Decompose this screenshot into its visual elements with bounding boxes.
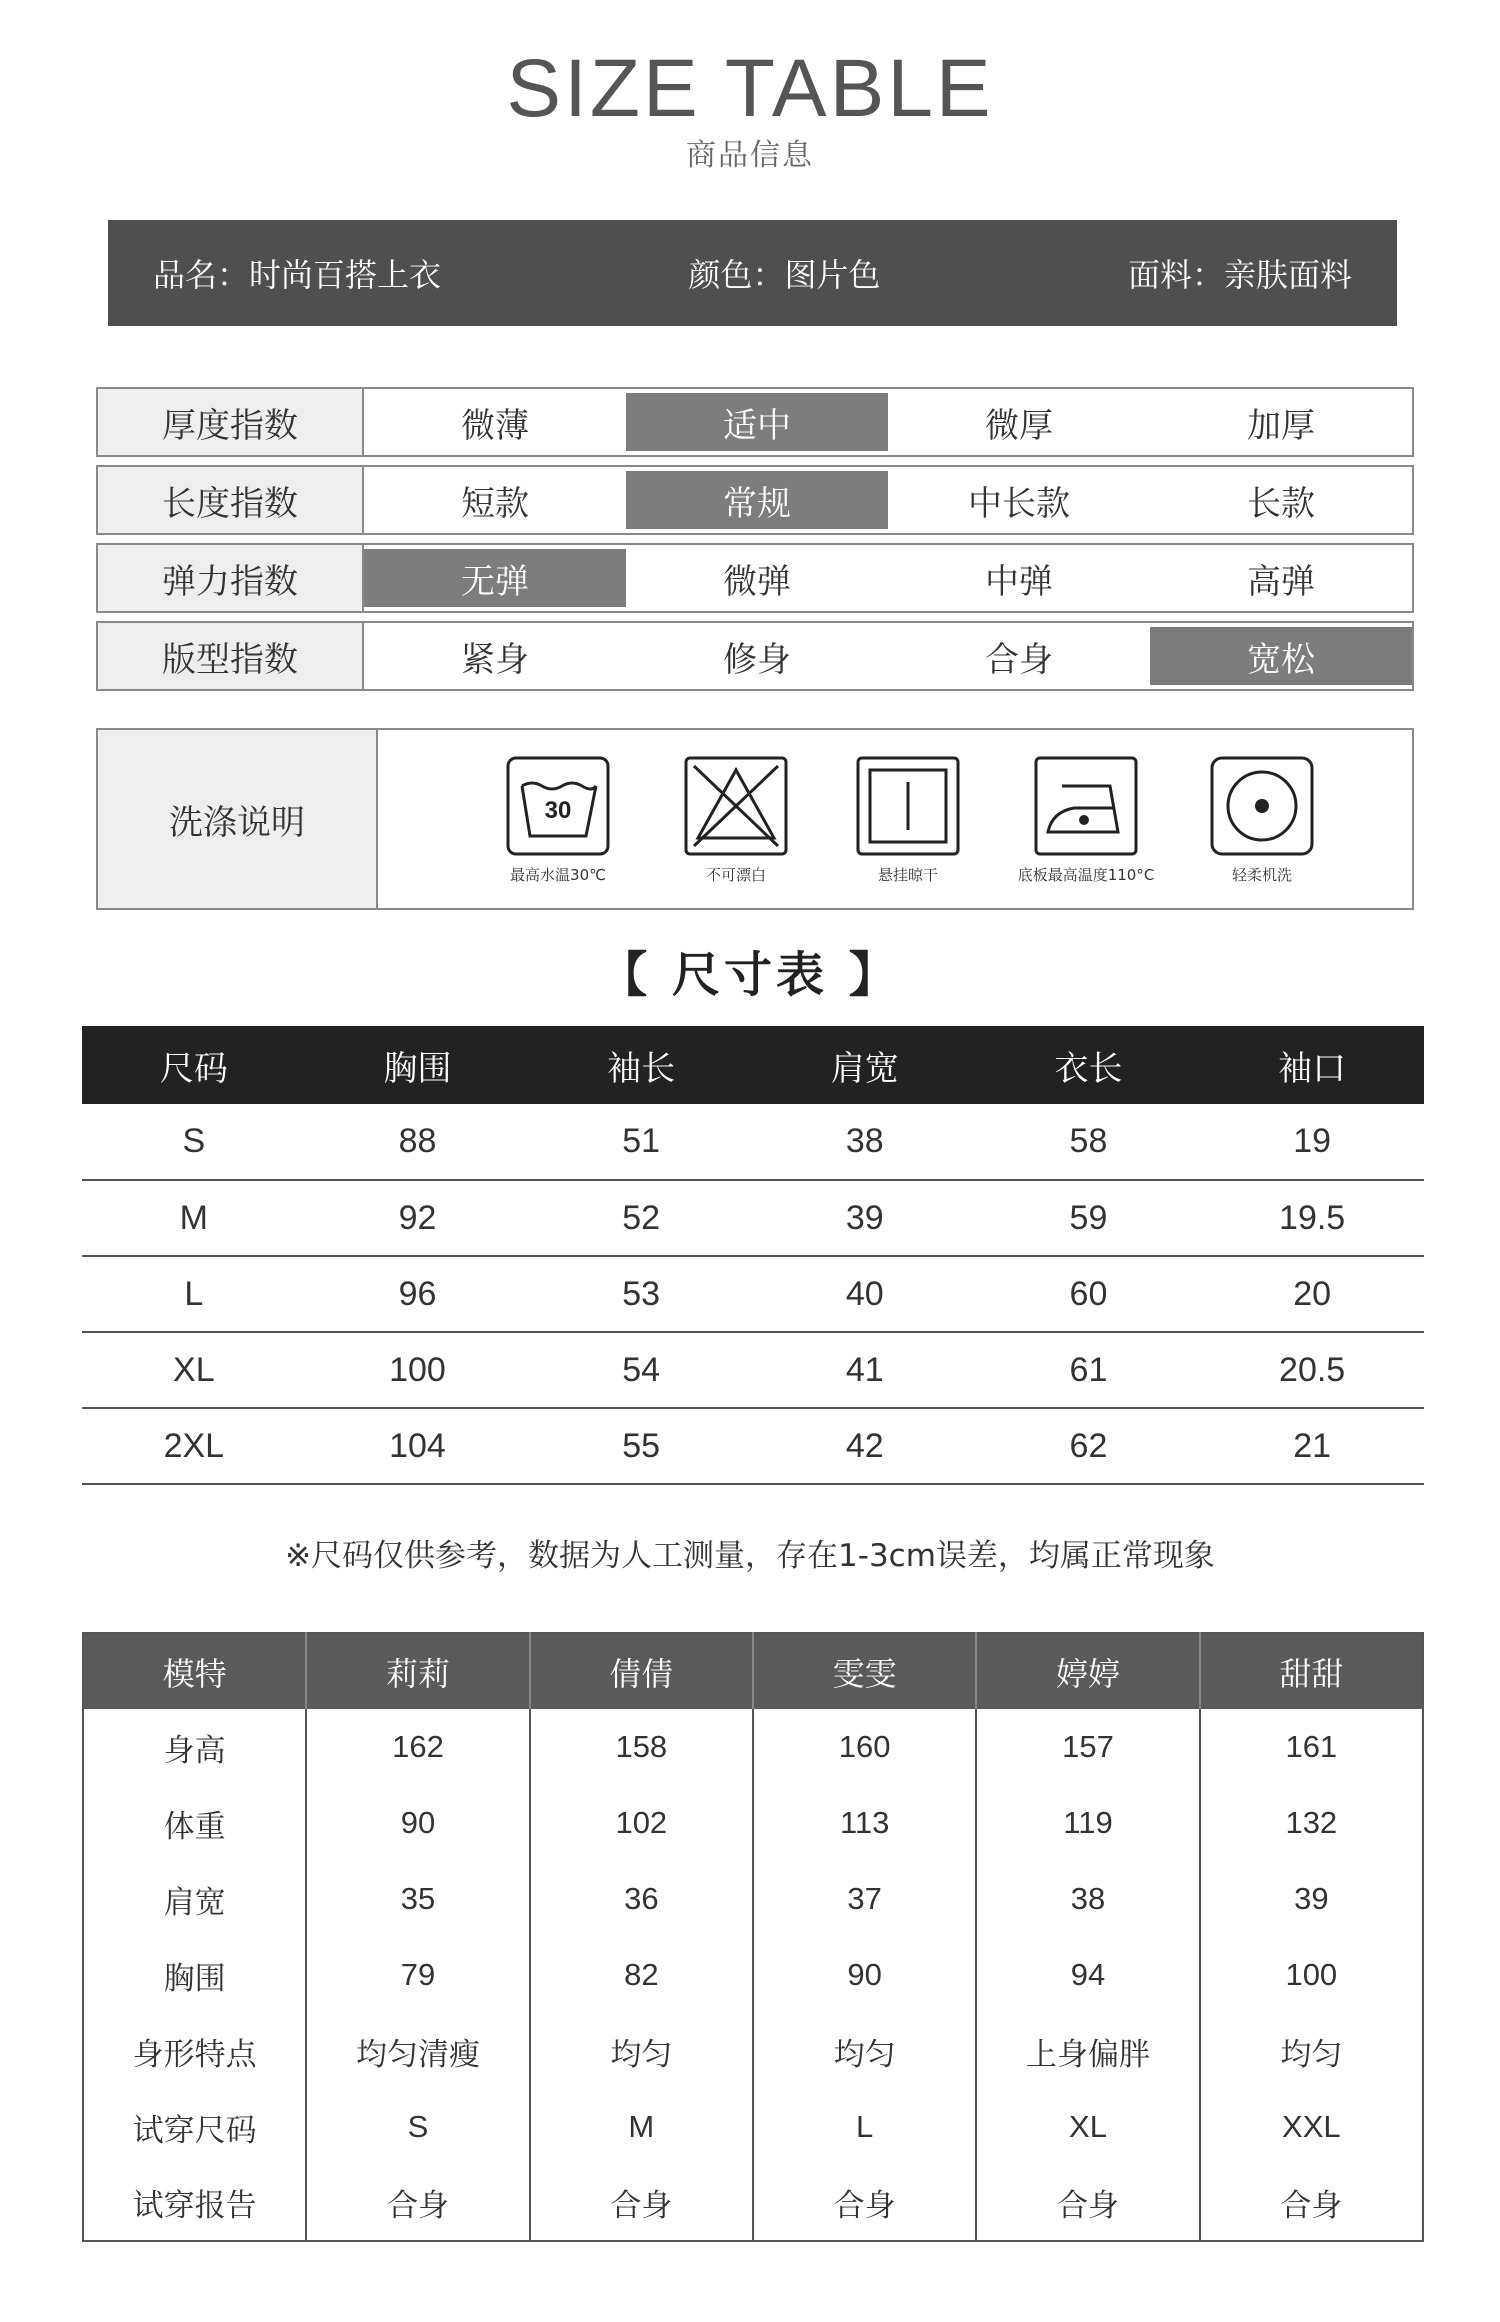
product-info-bar [108, 220, 1397, 326]
index-row [96, 465, 1414, 535]
table-cell: S [82, 1104, 306, 1180]
column-header: 莉莉 [306, 1633, 529, 1709]
table-cell: 104 [306, 1408, 530, 1484]
table-cell: 94 [976, 1937, 1199, 2013]
table-cell: 39 [1294, 1881, 1329, 1916]
table-cell: XL [82, 1332, 306, 1408]
page-title: SIZE TABLE [506, 43, 994, 134]
table-row [83, 1937, 1423, 2013]
table-cell: 合身 [1280, 2188, 1343, 2223]
table-row [83, 1709, 1423, 1785]
wash-caption: 底板最高温度110°C [1017, 866, 1155, 884]
product-fabric: 面料：亲肤面料 [1127, 256, 1352, 294]
table-cell: 55 [529, 1408, 753, 1484]
table-cell: 均匀 [1280, 2036, 1343, 2072]
wash-item-iron [1006, 756, 1166, 885]
index-option: 紧身 [461, 639, 529, 680]
table-cell: 身形特点 [83, 2013, 306, 2089]
column-header: 肩宽 [753, 1026, 977, 1104]
table-cell: 20.5 [1200, 1332, 1424, 1408]
table-cell: M [82, 1180, 306, 1256]
table-cell: 160 [753, 1709, 976, 1785]
table-cell: 100 [1285, 1957, 1338, 1992]
wash-item-30 [478, 756, 638, 885]
index-label: 长度指数 [98, 467, 364, 533]
index-options [364, 623, 1412, 689]
table-cell: 20 [1200, 1256, 1424, 1332]
table-cell: 肩宽 [83, 1861, 306, 1937]
index-options [364, 467, 1412, 533]
size-table [82, 1026, 1424, 1485]
column-header: 袖长 [529, 1026, 753, 1104]
size-table-header [82, 1026, 1424, 1104]
table-cell: 36 [530, 1861, 753, 1937]
table-row [82, 1104, 1424, 1180]
wash-30-icon [506, 756, 610, 856]
column-header: 模特 [83, 1633, 306, 1709]
table-cell: 41 [753, 1332, 977, 1408]
column-header: 倩倩 [530, 1633, 753, 1709]
table-cell: 58 [977, 1104, 1201, 1180]
index-option: 短款 [461, 483, 529, 524]
table-cell: 59 [977, 1180, 1201, 1256]
index-option: 修身 [723, 639, 791, 680]
index-row [96, 543, 1414, 613]
column-header: 袖口 [1200, 1026, 1424, 1104]
index-option: 高弹 [1247, 561, 1315, 602]
index-option-selected: 宽松 [1150, 627, 1412, 685]
index-option-selected: 无弹 [364, 549, 626, 607]
table-cell: 96 [306, 1256, 530, 1332]
table-cell: 39 [753, 1180, 977, 1256]
table-cell: 合身 [753, 2165, 976, 2241]
table-cell: 均匀清瘦 [306, 2013, 529, 2089]
table-cell: L [82, 1256, 306, 1332]
table-cell: 119 [976, 1785, 1199, 1861]
size-note: ※尺码仅供参考，数据为人工测量，存在1-3cm误差，均属正常现象 [285, 1538, 1215, 1574]
table-cell: XXL [1282, 2109, 1341, 2144]
table-cell: 合身 [306, 2165, 529, 2241]
index-row [96, 621, 1414, 691]
table-cell: 合身 [530, 2165, 753, 2241]
table-cell: 42 [753, 1408, 977, 1484]
table-cell: 82 [530, 1937, 753, 2013]
table-cell: L [753, 2089, 976, 2165]
table-cell: 90 [753, 1937, 976, 2013]
hang-dry-icon [856, 756, 960, 856]
table-cell: 90 [306, 1785, 529, 1861]
column-header: 甜甜 [1200, 1633, 1423, 1709]
table-cell: 60 [977, 1256, 1201, 1332]
column-header: 婷婷 [976, 1633, 1199, 1709]
wash-label: 洗涤说明 [98, 730, 378, 908]
table-cell: 157 [976, 1709, 1199, 1785]
model-table-header [83, 1633, 1423, 1709]
table-row [83, 2165, 1423, 2241]
column-header: 尺码 [82, 1026, 306, 1104]
table-cell: 40 [753, 1256, 977, 1332]
table-cell: 53 [529, 1256, 753, 1332]
table-cell: 102 [530, 1785, 753, 1861]
table-row [83, 1861, 1423, 1937]
table-cell: 38 [753, 1104, 977, 1180]
table-cell: 61 [977, 1332, 1201, 1408]
table-cell: 上身偏胖 [976, 2013, 1199, 2089]
column-header: 胸围 [306, 1026, 530, 1104]
table-cell: 2XL [82, 1408, 306, 1484]
table-row [82, 1180, 1424, 1256]
table-cell: 161 [1285, 1729, 1338, 1764]
index-options [364, 545, 1412, 611]
index-row [96, 387, 1414, 457]
table-cell: 52 [529, 1180, 753, 1256]
index-option: 加厚 [1247, 405, 1315, 446]
iron-110-icon [1034, 756, 1138, 856]
index-option: 长款 [1247, 483, 1315, 524]
wash-caption: 轻柔机洗 [1231, 866, 1292, 884]
table-cell: 35 [306, 1861, 529, 1937]
index-label: 版型指数 [98, 623, 364, 689]
product-name: 品名：时尚百搭上衣 [153, 256, 442, 294]
index-option: 微弹 [723, 561, 791, 602]
table-cell: 19.5 [1200, 1180, 1424, 1256]
wash-caption: 不可漂白 [705, 866, 766, 884]
table-cell: 合身 [976, 2165, 1199, 2241]
table-cell: 100 [306, 1332, 530, 1408]
column-header: 衣长 [977, 1026, 1201, 1104]
index-label: 厚度指数 [98, 389, 364, 455]
table-cell: 92 [306, 1180, 530, 1256]
table-row [83, 2013, 1423, 2089]
table-cell: XL [976, 2089, 1199, 2165]
table-cell: 身高 [83, 1709, 306, 1785]
table-row [82, 1256, 1424, 1332]
index-option: 中长款 [968, 483, 1070, 524]
wash-icons [378, 730, 1412, 908]
size-table-title: 【 尺寸表 】 [599, 947, 901, 1003]
index-options [364, 389, 1412, 455]
wash-item-no-bleach [656, 756, 816, 885]
table-cell: 38 [976, 1861, 1199, 1937]
table-row [83, 2089, 1423, 2165]
table-cell: 54 [529, 1332, 753, 1408]
table-cell: 51 [529, 1104, 753, 1180]
table-cell: 158 [530, 1709, 753, 1785]
table-cell: 113 [753, 1785, 976, 1861]
table-cell: 79 [306, 1937, 529, 2013]
wash-caption: 最高水温30℃ [510, 866, 606, 884]
table-cell: M [530, 2089, 753, 2165]
gentle-machine-wash-icon [1210, 756, 1314, 856]
product-color: 颜色：图片色 [688, 256, 881, 294]
wash-caption: 悬挂晾干 [877, 866, 938, 884]
index-label: 弹力指数 [98, 545, 364, 611]
index-option: 微薄 [461, 405, 529, 446]
model-table [82, 1632, 1424, 2242]
wash-instructions [96, 728, 1414, 910]
table-cell: 132 [1285, 1805, 1338, 1840]
table-row [82, 1408, 1424, 1484]
index-option: 微厚 [985, 405, 1053, 446]
table-cell: 37 [753, 1861, 976, 1937]
index-option-selected: 适中 [626, 393, 888, 451]
table-cell: 21 [1200, 1408, 1424, 1484]
table-cell: 试穿尺码 [83, 2089, 306, 2165]
table-cell: 62 [977, 1408, 1201, 1484]
table-row [83, 1785, 1423, 1861]
index-option: 合身 [985, 639, 1053, 680]
table-cell: 19 [1200, 1104, 1424, 1180]
column-header: 雯雯 [753, 1633, 976, 1709]
no-bleach-icon [684, 756, 788, 856]
svg-text:30: 30 [544, 797, 572, 824]
wash-item-gentle [1182, 756, 1342, 885]
table-cell: 试穿报告 [83, 2165, 306, 2241]
table-cell: 162 [306, 1709, 529, 1785]
table-cell: S [306, 2089, 529, 2165]
wash-item-hang-dry [828, 756, 988, 885]
page-subtitle: 商品信息 [686, 138, 814, 173]
table-cell: 均匀 [753, 2013, 976, 2089]
table-cell: 体重 [83, 1785, 306, 1861]
index-option: 中弹 [985, 561, 1053, 602]
index-option-selected: 常规 [626, 471, 888, 529]
table-row [82, 1332, 1424, 1408]
table-cell: 胸围 [83, 1937, 306, 2013]
table-cell: 88 [306, 1104, 530, 1180]
table-cell: 均匀 [530, 2013, 753, 2089]
